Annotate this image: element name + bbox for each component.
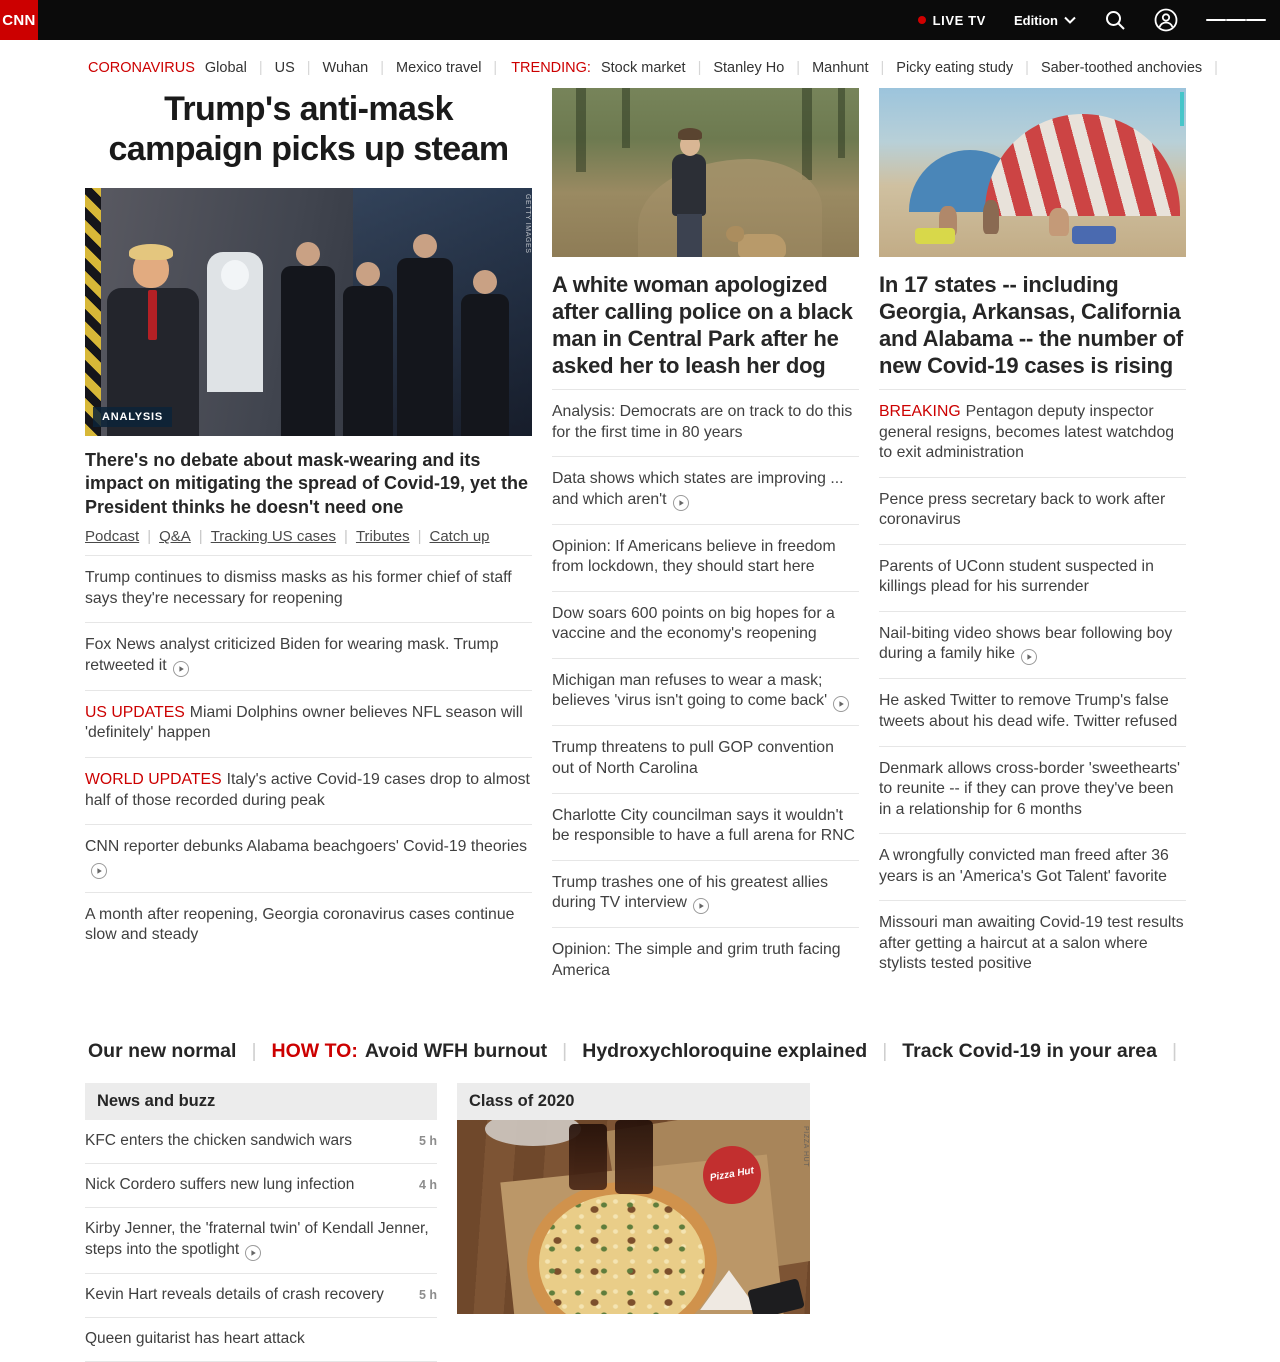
story-text: CNN reporter debunks Alabama beachgoers' Covid-19 theories	[85, 838, 528, 856]
story-text: A month after reopening, Georgia coronavirus cases continue slow and steady	[85, 905, 515, 944]
drink-cup	[615, 1120, 653, 1194]
coronavirus-links	[205, 60, 509, 76]
cnn-logo[interactable]: CNN	[0, 0, 38, 40]
story-item[interactable]	[85, 690, 532, 757]
buzz-text: Queen guitarist has heart attack	[85, 1329, 305, 1347]
lead-link[interactable]: Q&A	[159, 528, 191, 546]
class-of-2020-header: Class of 2020	[457, 1083, 810, 1120]
play-icon[interactable]	[673, 495, 689, 511]
buzz-item[interactable]	[85, 1274, 437, 1318]
story-item[interactable]	[552, 860, 859, 928]
search-icon[interactable]	[1104, 9, 1126, 31]
story-tag: WORLD UPDATES	[85, 771, 222, 788]
section-nav-link[interactable]: Avoid WFH burnout	[364, 1040, 548, 1063]
trending-link[interactable]: Saber-toothed anchovies	[1040, 60, 1203, 76]
news-and-buzz-header: News and buzz	[85, 1083, 437, 1120]
story-item[interactable]	[552, 927, 859, 994]
story-item[interactable]	[552, 456, 859, 524]
lead-column	[85, 88, 532, 959]
story-tag: BREAKING	[879, 403, 961, 421]
coronavirus-label[interactable]: CORONAVIRUS	[88, 60, 195, 76]
story-item[interactable]	[879, 611, 1186, 679]
pizza-photo[interactable]	[457, 1120, 810, 1314]
story-text: Denmark allows cross-border 'sweethearts' to reunite -- if they can prove they've been in a relationship for 6 months	[879, 759, 1181, 818]
news-and-buzz-list	[85, 1120, 437, 1362]
story-text: Nail-biting video shows bear following boy during a family hike	[879, 624, 1173, 663]
story-text: Miami Dolphins owner believes NFL season will 'definitely' happen	[85, 703, 523, 742]
buzz-item[interactable]	[85, 1164, 437, 1208]
topic-link[interactable]: Mexico travel	[396, 60, 482, 76]
photo-credit: PIZZA HUT	[802, 1126, 809, 1168]
class-of-2020-panel	[457, 1083, 810, 1314]
live-dot-icon	[918, 16, 926, 24]
live-tv-label: LIVE TV	[932, 12, 986, 28]
timestamp: 5 h	[418, 1134, 437, 1149]
dog-figure	[738, 234, 786, 257]
beach-photo[interactable]	[879, 88, 1186, 257]
trending-link[interactable]: Stanley Ho	[713, 60, 785, 76]
top-nav	[0, 0, 1280, 40]
covid-states-story-list	[879, 389, 1186, 988]
story-text: Trump threatens to pull GOP convention out of North Carolina	[552, 739, 834, 777]
covid-states-headline[interactable]: In 17 states -- including Georgia, Arkansas, California and Alabama -- the number of new Covid-19 cases is rising	[879, 272, 1184, 379]
woman-figure	[672, 154, 706, 216]
story-item[interactable]	[879, 678, 1186, 745]
central-park-headline[interactable]: A white woman apologized after calling police on a black man in Central Park after he asked her to leash her dog	[552, 272, 853, 379]
section-nav-link[interactable]: Our new normal	[88, 1040, 237, 1063]
story-item[interactable]	[85, 757, 532, 824]
chevron-down-icon	[1064, 16, 1076, 24]
trending-link[interactable]: Manhunt	[812, 60, 869, 76]
play-icon[interactable]	[245, 1245, 261, 1261]
profile-icon[interactable]	[1154, 8, 1178, 32]
trending-label: TRENDING:	[511, 60, 591, 76]
play-icon[interactable]	[173, 661, 189, 677]
story-text: Data shows which states are improving ... and which aren't	[552, 470, 844, 508]
live-tv-button[interactable]	[918, 13, 986, 28]
story-text: Missouri man awaiting Covid-19 test results after getting a haircut at a salon where stylists tested positive	[879, 914, 1184, 973]
story-text: Opinion: The simple and grim truth facing America	[552, 941, 841, 979]
section-nav-link[interactable]: Hydroxychloroquine explained	[582, 1040, 868, 1063]
section-nav	[88, 1040, 1195, 1063]
play-icon[interactable]	[833, 696, 849, 712]
pizza-hut-logo: Pizza Hut	[698, 1142, 765, 1209]
story-text: Parents of UConn student suspected in killings plead for his surrender	[879, 557, 1154, 596]
story-item[interactable]	[552, 725, 859, 792]
striped-umbrella	[985, 114, 1180, 216]
story-item[interactable]	[879, 544, 1186, 611]
story-item[interactable]	[879, 833, 1186, 900]
lead-headline[interactable]: Trump's anti-mask campaign picks up steam	[108, 90, 509, 168]
main-content	[85, 88, 1195, 994]
story-text: Michigan man refuses to wear a mask; believes 'virus isn't going to come back'	[552, 671, 828, 710]
hazmat-figure	[207, 252, 263, 392]
story-text: Trump continues to dismiss masks as his former chief of staff says they're necessary for reopening	[85, 569, 512, 607]
central-park-column	[552, 88, 859, 994]
menu-icon[interactable]	[1206, 16, 1266, 24]
news-and-buzz-panel	[85, 1083, 437, 1362]
story-text: Italy's active Covid-19 cases drop to almost half of those recorded during peak	[85, 771, 530, 809]
story-text: Pence press secretary back to work after coronavirus	[879, 490, 1166, 529]
analysis-badge: ANALYSIS	[93, 407, 172, 427]
buzz-text: Kirby Jenner, the 'fraternal twin' of Kendall Jenner, steps into the spotlight	[85, 1220, 429, 1258]
story-item[interactable]	[552, 524, 859, 591]
edition-label: Edition	[1013, 12, 1058, 28]
covid-states-column	[879, 88, 1186, 988]
play-icon[interactable]	[91, 863, 107, 879]
buzz-item[interactable]	[85, 1208, 437, 1273]
story-item[interactable]	[879, 477, 1186, 544]
timestamp: 4 h	[418, 1178, 437, 1193]
story-text: Charlotte City councilman says it wouldn't be responsible to have a full arena for RNC	[552, 806, 855, 845]
central-park-photo[interactable]	[552, 88, 859, 257]
story-text: Trump trashes one of his greatest allies during TV interview	[552, 873, 828, 912]
story-item[interactable]	[879, 746, 1186, 834]
section-nav-link[interactable]: Track Covid-19 in your area	[902, 1040, 1157, 1063]
timestamp: 5 h	[418, 1287, 437, 1302]
lead-link[interactable]: Tracking US cases	[210, 528, 337, 546]
topic-link[interactable]: US	[274, 60, 295, 76]
story-item[interactable]	[552, 389, 859, 456]
story-text: Analysis: Democrats are on track to do this for the first time in 80 years	[552, 403, 853, 441]
buzz-item[interactable]	[85, 1120, 437, 1164]
story-text: He asked Twitter to remove Trump's false tweets about his dead wife. Twitter refused	[879, 692, 1178, 730]
lead-links	[85, 528, 532, 545]
coronavirus-topic-bar	[88, 60, 1280, 76]
buzz-text: Nick Cordero suffers new lung infection	[85, 1176, 355, 1194]
bottom-row	[85, 1083, 1195, 1362]
story-item[interactable]	[552, 658, 859, 726]
story-item[interactable]	[879, 389, 1186, 477]
trending-links	[601, 60, 1230, 76]
buzz-text: Kevin Hart reveals details of crash recovery	[85, 1285, 384, 1303]
topic-link[interactable]: Wuhan	[322, 60, 369, 76]
story-item[interactable]	[85, 622, 532, 690]
nav-right	[918, 8, 1266, 32]
trending-link[interactable]: Picky eating study	[896, 60, 1014, 76]
play-icon[interactable]	[693, 898, 709, 914]
story-item[interactable]	[85, 824, 532, 892]
topic-link[interactable]: Global	[204, 60, 247, 76]
lead-photo[interactable]	[85, 188, 532, 436]
edition-dropdown[interactable]	[1014, 13, 1076, 28]
story-text: Pentagon deputy inspector general resigns, becomes latest watchdog to exit administration	[879, 403, 1175, 462]
photo-credit: GETTY IMAGES	[524, 193, 531, 254]
drink-cup	[569, 1124, 607, 1190]
lead-story-list	[85, 555, 532, 958]
caution-stripe	[85, 188, 101, 436]
lead-link[interactable]: Podcast	[85, 528, 140, 546]
lead-subheadline[interactable]: There's no debate about mask-wearing and its impact on mitigating the spread of Covid-19, yet the President thinks he doesn't need one	[85, 449, 529, 518]
trending-link[interactable]: Stock market	[600, 60, 686, 76]
buzz-item[interactable]	[85, 1318, 437, 1362]
story-text: Fox News analyst criticized Biden for wearing mask. Trump retweeted it	[85, 636, 499, 674]
play-icon[interactable]	[1021, 649, 1037, 665]
lead-link[interactable]: Catch up	[429, 528, 490, 546]
story-text: Dow soars 600 points on big hopes for a vaccine and the economy's reopening	[552, 604, 835, 643]
story-item[interactable]	[879, 900, 1186, 988]
section-nav-prefix: HOW TO:	[271, 1040, 358, 1063]
story-item[interactable]	[85, 892, 532, 959]
central-park-story-list	[552, 389, 859, 994]
buzz-text: KFC enters the chicken sandwich wars	[85, 1132, 353, 1150]
story-tag: US UPDATES	[85, 703, 185, 721]
story-item[interactable]	[552, 591, 859, 658]
lead-link[interactable]: Tributes	[355, 528, 410, 546]
story-item[interactable]	[85, 555, 532, 622]
story-text: A wrongfully convicted man freed after 36 years is an 'America's Got Talent' favorite	[879, 847, 1169, 885]
story-item[interactable]	[552, 793, 859, 860]
story-text: Opinion: If Americans believe in freedom from lockdown, they should start here	[552, 537, 836, 576]
